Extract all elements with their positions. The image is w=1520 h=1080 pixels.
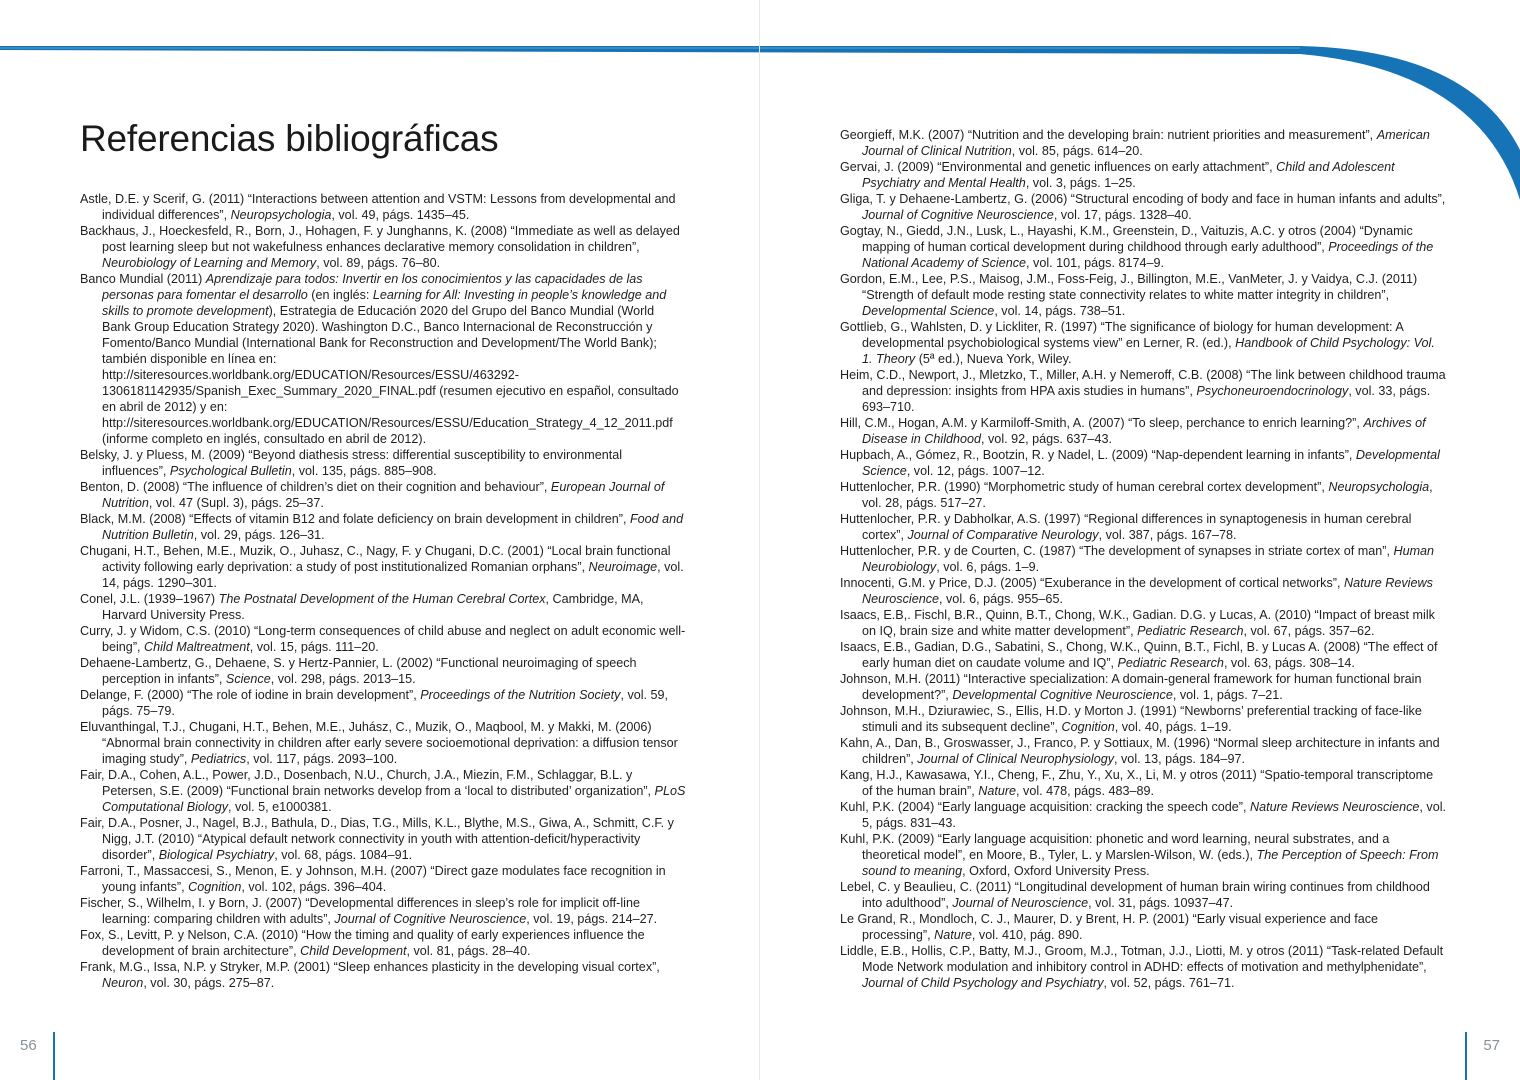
reference-entry (80, 767, 686, 815)
reference-text: Huttenlocher, P.R. (1990) “Morphometric study of human cerebral cortex development”, (840, 480, 1329, 494)
reference-source: Aprendizaje para todos: Invertir en los conocimientos y las capacidades de las personas para fomentar el desarrollo (102, 272, 643, 302)
reference-text: Hupbach, A., Gómez, R., Bootzin, R. y Nadel, L. (2009) “Nap-dependent learning in infants”, (840, 448, 1356, 462)
reference-text: , vol. 52, págs. 761–71. (1103, 976, 1235, 990)
reference-text: , vol. 63, págs. 308–14. (1223, 656, 1355, 670)
reference-entry (80, 815, 686, 863)
reference-entry (80, 655, 686, 687)
reference-text: , vol. 67, págs. 357–62. (1243, 624, 1375, 638)
reference-entry (840, 543, 1446, 575)
reference-text: Isaacs, E.B,. Fischl, B.R., Quinn, B.T., Chong, W.K., Gadian. D.G. y Lucas, A. (2010) “Impact of breast milk on IQ, brain size and white matter development”, (840, 608, 1435, 638)
reference-text: Le Grand, R., Mondloch, C. J., Maurer, D. y Brent, H. P. (2001) “Early visual experience and face processing”, (840, 912, 1379, 942)
reference-text: , vol. 135, págs. 885–908. (291, 464, 437, 478)
reference-entry (80, 927, 686, 959)
reference-text: , vol. 19, págs. 214–27. (526, 912, 658, 926)
reference-text: , vol. 410, pág. 890. (971, 928, 1083, 942)
reference-text: , vol. 5, págs. 831–43. (862, 800, 1447, 830)
reference-text: Benton, D. (2008) “The influence of children’s diet on their cognition and behaviour”, (80, 480, 551, 494)
reference-source: Developmental Science (862, 448, 1440, 478)
reference-entry (80, 863, 686, 895)
reference-entry (840, 511, 1446, 543)
reference-entry (840, 319, 1446, 367)
reference-source: American Journal of Clinical Nutrition (862, 128, 1430, 158)
reference-entry (840, 367, 1446, 415)
reference-source: Human Neurobiology (862, 544, 1435, 574)
reference-text: , vol. 102, págs. 396–404. (241, 880, 387, 894)
reference-source: Handbook of Child Psychology: Vol. 1. Theory (862, 336, 1435, 366)
reference-source: Nature (978, 784, 1017, 798)
reference-text: Fischer, S., Wilhelm, I. y Born, J. (2007) “Developmental differences in sleep’s role for implicit off-line learning: comparing children with adults”, (80, 896, 640, 926)
reference-text: , vol. 49, págs. 1435–45. (331, 208, 470, 222)
reference-text: , vol. 29, págs. 126–31. (193, 528, 325, 542)
reference-source: Cognition (188, 880, 242, 894)
reference-entry (840, 799, 1446, 831)
reference-entry (840, 127, 1446, 159)
reference-entry (80, 447, 686, 479)
reference-text: , vol. 28, págs. 517–27. (862, 480, 1433, 510)
reference-text: Hill, C.M., Hogan, A.M. y Karmiloff-Smith, A. (2007) “To sleep, perchance to enrich learning?”, (840, 416, 1364, 430)
reference-source: Neurobiology of Learning and Memory (102, 256, 317, 270)
reference-entry (840, 575, 1446, 607)
reference-text: Fair, D.A., Posner, J., Nagel, B.J., Bathula, D., Dias, T.G., Mills, K.L., Blythe, M.S., Giwa, A., Schmitt, C.F. y Nigg, J.T. (2010) “Atypical default network connectivity in youth with attention-deficit/hyperactivity disorder”, (80, 816, 674, 862)
reference-source: Pediatric Research (1117, 656, 1224, 670)
reference-source: Proceedings of the National Academy of Science (862, 240, 1434, 270)
page-number-rule (1465, 1032, 1467, 1080)
reference-text: , vol. 33, págs. 693–710. (862, 384, 1431, 414)
reference-text: , vol. 47 (Supl. 3), págs. 25–37. (148, 496, 324, 510)
reference-text: Banco Mundial (2011) (80, 272, 206, 286)
reference-source: Archives of Disease in Childhood (862, 416, 1426, 446)
reference-text: , vol. 31, págs. 10937–47. (1088, 896, 1234, 910)
reference-source: Food and Nutrition Bulletin (102, 512, 684, 542)
reference-source: Journal of Child Psychology and Psychiatry (862, 976, 1104, 990)
reference-source: Journal of Cognitive Neuroscience (862, 208, 1054, 222)
reference-text: , vol. 59, págs. 75–79. (102, 688, 669, 718)
reference-source: European Journal of Nutrition (102, 480, 665, 510)
reference-source: Cognition (1061, 720, 1115, 734)
reference-text: Farroni, T., Massaccesi, S., Menon, E. y Johnson, M.H. (2007) “Direct gaze modulates face recognition in young infants”, (80, 864, 666, 894)
reference-text: Liddle, E.B., Hollis, C.P., Batty, M.J., Groom, M.J., Totman, J.J., Liotti, M. y otros (2011) “Task-related Default Mode Network modulation and inhibitory control in ADHD: effects of motivation and methylphenidate”, (840, 944, 1444, 974)
reference-source: Neuroimage (588, 560, 658, 574)
reference-text: Curry, J. y Widom, C.S. (2010) “Long-term consequences of child abuse and neglect on adult economic well-being”, (80, 624, 686, 654)
reference-source: Journal of Comparative Neurology (907, 528, 1099, 542)
reference-text: Kang, H.J., Kawasawa, Y.I., Cheng, F., Zhu, Y., Xu, X., Li, M. y otros (2011) “Spatio-temporal transcriptome of the human brain”, (840, 768, 1434, 798)
reference-source: Proceedings of the Nutrition Society (420, 688, 621, 702)
reference-entry (80, 687, 686, 719)
reference-entry (80, 271, 686, 447)
reference-source: The Perception of Speech: From sound to meaning (862, 848, 1439, 878)
reference-entry (80, 591, 686, 623)
reference-text: Huttenlocher, P.R. y Dabholkar, A.S. (1997) “Regional differences in synaptogenesis in human cerebral cortex”, (840, 512, 1412, 542)
reference-text: , vol. 92, págs. 637–43. (981, 432, 1112, 446)
reference-source: Biological Psychiatry (158, 848, 275, 862)
reference-text: Belsky, J. y Pluess, M. (2009) “Beyond diathesis stress: differential susceptibility to environmental influences”, (80, 448, 623, 478)
reference-text: Georgieff, M.K. (2007) “Nutrition and the developing brain: nutrient priorities and measurement”, (840, 128, 1377, 142)
page-right (760, 0, 1520, 1080)
page-number-left: 56 (20, 1037, 37, 1054)
reference-entry (840, 479, 1446, 511)
reference-text: , vol. 15, págs. 111–20. (249, 640, 379, 654)
reference-entry (840, 943, 1446, 991)
reference-text: , Cambridge, MA, Harvard University Press. (102, 592, 644, 622)
reference-text: , vol. 1, págs. 7–21. (1172, 688, 1283, 702)
reference-entry (840, 911, 1446, 943)
reference-text: Johnson, M.H. (2011) “Interactive specialization: A domain-general framework for human functional brain development?”, (840, 672, 1422, 702)
reference-entry (80, 191, 686, 223)
reference-text: Black, M.M. (2008) “Effects of vitamin B12 and folate deficiency on brain development in children”, (80, 512, 630, 526)
reference-text: Gogtay, N., Giedd, J.N., Lusk, L., Hayashi, K.M., Greenstein, D., Vaituzis, A.C. y otros (2004) “Dynamic mapping of human cortical development during childhood through early adulthood”, (840, 224, 1413, 254)
reference-source: Journal of Neuroscience (952, 896, 1089, 910)
reference-source: Pediatric Research (1137, 624, 1244, 638)
reference-source: Neuropsychologia (230, 208, 332, 222)
reference-entry (840, 879, 1446, 911)
reference-source: Neuropsychologia (1328, 480, 1430, 494)
page-number-rule (53, 1032, 55, 1080)
reference-entry (80, 543, 686, 591)
reference-text: Kahn, A., Dan, B., Groswasser, J., Franco, P. y Sottiaux, M. (1996) “Normal sleep architecture in infants and children”, (840, 736, 1440, 766)
reference-source: The Postnatal Development of the Human Cerebral Cortex (218, 592, 546, 606)
reference-text: , vol. 6, págs. 955–65. (939, 592, 1063, 606)
reference-text: Gordon, E.M., Lee, P.S., Maisog, J.M., Foss-Feig, J., Billington, M.E., VanMeter, J. y Vaidya, C.J. (2011) “Strength of default mode resting state connectivity relates to white matter integrity in children”, (840, 272, 1418, 302)
reference-entry (840, 159, 1446, 191)
reference-text: , vol. 3, págs. 1–25. (1025, 176, 1136, 190)
reference-source: Learning for All: Investing in people’s knowledge and skills to promote development (102, 288, 667, 318)
reference-text: , vol. 14, págs. 738–51. (994, 304, 1126, 318)
reference-entry (840, 703, 1446, 735)
reference-source: Nature Reviews Neuroscience (1250, 800, 1420, 814)
reference-text: (5ª ed.), Nueva York, Wiley. (915, 352, 1072, 366)
reference-text: , vol. 14, págs. 1290–301. (102, 560, 684, 590)
reference-text: Kuhl, P.K. (2009) “Early language acquisition: phonetic and word learning, neural substrates, and a theoretical model”, en Moore, B., Tyler, L. y Marslen-Wilson, W. (eds.), (840, 832, 1390, 862)
page-title: Referencias bibliográficas (80, 118, 499, 159)
reference-entry (840, 735, 1446, 767)
reference-text: Delange, F. (2000) “The role of iodine in brain development”, (80, 688, 421, 702)
reference-entry (80, 479, 686, 511)
reference-text: , vol. 85, págs. 614–20. (1011, 144, 1143, 158)
reference-text: , vol. 89, págs. 76–80. (316, 256, 441, 270)
reference-text: Gliga, T. y Dehaene-Lambertz, G. (2006) “Structural encoding of body and face in human infants and adults”, (840, 192, 1446, 206)
reference-text: , vol. 68, págs. 1084–91. (274, 848, 413, 862)
reference-source: Journal of Clinical Neurophysiology (917, 752, 1115, 766)
reference-entry (840, 191, 1446, 223)
reference-text: , vol. 387, págs. 167–78. (1098, 528, 1237, 542)
reference-text: Kuhl, P.K. (2004) “Early language acquisition: cracking the speech code”, (840, 800, 1251, 814)
reference-text: Heim, C.D., Newport, J., Mletzko, T., Miller, A.H. y Nemeroff, C.B. (2008) “The link between childhood trauma and depression: insights from HPA axis studies in humans”, (840, 368, 1446, 398)
reference-entry (80, 511, 686, 543)
reference-text: , vol. 30, págs. 275–87. (143, 976, 275, 990)
reference-entry (80, 895, 686, 927)
reference-text: (en inglés: (307, 288, 373, 302)
reference-text: Fair, D.A., Cohen, A.L., Power, J.D., Dosenbach, N.U., Church, J.A., Miezin, F.M., Schlaggar, B.L. y Petersen, S.E. (2009) “Functional brain networks develop from a ‘local to distributed’ organization”, (80, 768, 655, 798)
reference-text: , vol. 5, e1000381. (228, 800, 332, 814)
reference-source: Pediatrics (190, 752, 247, 766)
reference-list-left (80, 191, 686, 991)
reference-text: Isaacs, E.B., Gadian, D.G., Sabatini, S., Chong, W.K., Quinn, B.T., Fichl, B. y Lucas A. (2008) “The effect of early human diet on caudate volume and IQ”, (840, 640, 1438, 670)
reference-text: ), Estrategia de Educación 2020 del Grupo del Banco Mundial (World Bank Group Education Strategy 2020). Washington D.C., Banco Internacional de Reconstrucción y Fomento/Banco Mundial (International Bank for Reconstruction and Development/The World Bank); también disponible en línea en: http://siteresources.worldbank.org/EDUCATION/Resources/ESSU/463292-1306181142935/Spanish_Exec_Summary_2020_FINAL.pdf (resumen ejecutivo en español, consultado en abril de 2012) y en: http://siteresources.worldbank.org/EDUCATION/Resources/ESSU/Education_Strategy_4_12_2011.pdf (informe completo en inglés, consultado en abril de 2012). (102, 304, 679, 446)
reference-entry (840, 607, 1446, 639)
reference-text: , vol. 298, págs. 2013–15. (270, 672, 416, 686)
reference-source: PLoS Computational Biology (102, 784, 686, 814)
reference-text: , vol. 101, págs. 8174–9. (1026, 256, 1164, 270)
reference-text: Johnson, M.H., Dziurawiec, S., Ellis, H.D. y Morton J. (1991) “Newborns’ preferential tracking of face-like stimuli and its subsequent decline”, (840, 704, 1422, 734)
reference-entry (80, 719, 686, 767)
reference-text: , vol. 13, págs. 184–97. (1114, 752, 1245, 766)
reference-source: Neuron (102, 976, 144, 990)
reference-text: , vol. 6, págs. 1–9. (936, 560, 1040, 574)
reference-source: Psychological Bulletin (169, 464, 292, 478)
reference-text: Dehaene-Lambertz, G., Dehaene, S. y Hertz-Pannier, L. (2002) “Functional neuroimaging of speech perception in infants”, (80, 656, 637, 686)
reference-text: , vol. 17, págs. 1328–40. (1053, 208, 1192, 222)
reference-text: Innocenti, G.M. y Price, D.J. (2005) “Exuberance in the development of cortical networks”, (840, 576, 1344, 590)
reference-text: , vol. 117, págs. 2093–100. (246, 752, 398, 766)
reference-text: Lebel, C. y Beaulieu, C. (2011) “Longitudinal development of human brain wiring continues from childhood into adulthood”, (840, 880, 1430, 910)
reference-text: Fox, S., Levitt, P. y Nelson, C.A. (2010) “How the timing and quality of early experiences influence the development of brain architecture”, (80, 928, 645, 958)
reference-text: , vol. 81, págs. 28–40. (406, 944, 531, 958)
reference-source: Nature (934, 928, 972, 942)
reference-entry (80, 623, 686, 655)
reference-entry (840, 447, 1446, 479)
reference-text: Gottlieb, G., Wahlsten, D. y Lickliter, R. (1997) “The significance of biology for human development: A developmental psychobiological systems view” en Lerner, R. (ed.), (840, 320, 1404, 350)
page-number-right: 57 (1483, 1037, 1500, 1054)
reference-entry (840, 271, 1446, 319)
reference-source: Developmental Cognitive Neuroscience (952, 688, 1173, 702)
reference-list-right (840, 127, 1446, 991)
reference-entry (840, 767, 1446, 799)
reference-source: Developmental Science (862, 304, 995, 318)
reference-source: Psychoneuroendocrinology (1196, 384, 1349, 398)
reference-text: Frank, M.G., Issa, N.P. y Stryker, M.P. (2001) “Sleep enhances plasticity in the developing visual cortex”, (80, 960, 660, 974)
reference-text: , vol. 478, págs. 483–89. (1016, 784, 1154, 798)
reference-source: Journal of Cognitive Neuroscience (334, 912, 527, 926)
reference-text: Chugani, H.T., Behen, M.E., Muzik, O., Juhasz, C., Nagy, F. y Chugani, D.C. (2001) “Local brain functional activity following early deprivation: a study of post institutionalized Romanian orphans”, (80, 544, 671, 574)
reference-entry (80, 223, 686, 271)
reference-text: , vol. 40, págs. 1–19. (1114, 720, 1232, 734)
reference-text: , vol. 12, págs. 1007–12. (906, 464, 1045, 478)
reference-text: Gervai, J. (2009) “Environmental and genetic influences on early attachment”, (840, 160, 1277, 174)
reference-source: Child Development (300, 944, 407, 958)
reference-text: , Oxford, Oxford University Press. (962, 864, 1150, 878)
page-left (0, 0, 759, 1080)
reference-source: Science (225, 672, 271, 686)
reference-text: Eluvanthingal, T.J., Chugani, H.T., Behen, M.E., Juhász, C., Muzik, O., Maqbool, M. y Makki, M. (2006) “Abnormal brain connectivity in children after early severe socioemotional deprivation: a diffusion tensor imaging study”, (80, 720, 678, 766)
reference-source: Child and Adolescent Psychiatry and Mental Health (862, 160, 1395, 190)
reference-text: Conel, J.L. (1939–1967) (80, 592, 219, 606)
reference-entry (840, 671, 1446, 703)
reference-entry (80, 959, 686, 991)
reference-entry (840, 415, 1446, 447)
reference-text: Astle, D.E. y Scerif, G. (2011) “Interactions between attention and VSTM: Lessons from developmental and individual differences”, (80, 192, 676, 222)
reference-entry (840, 831, 1446, 879)
reference-text: Backhaus, J., Hoeckesfeld, R., Born, J., Hohagen, F. y Junghanns, K. (2008) “Immediate as well as delayed post learning sleep but not wakefulness enhances declarative memory consolidation in children”, (80, 224, 680, 254)
reference-entry (840, 223, 1446, 271)
reference-source: Child Maltreatment (144, 640, 250, 654)
reference-text: Huttenlocher, P.R. y de Courten, C. (1987) “The development of synapses in striate cortex of man”, (840, 544, 1394, 558)
reference-entry (840, 639, 1446, 671)
reference-source: Nature Reviews Neuroscience (862, 576, 1433, 606)
